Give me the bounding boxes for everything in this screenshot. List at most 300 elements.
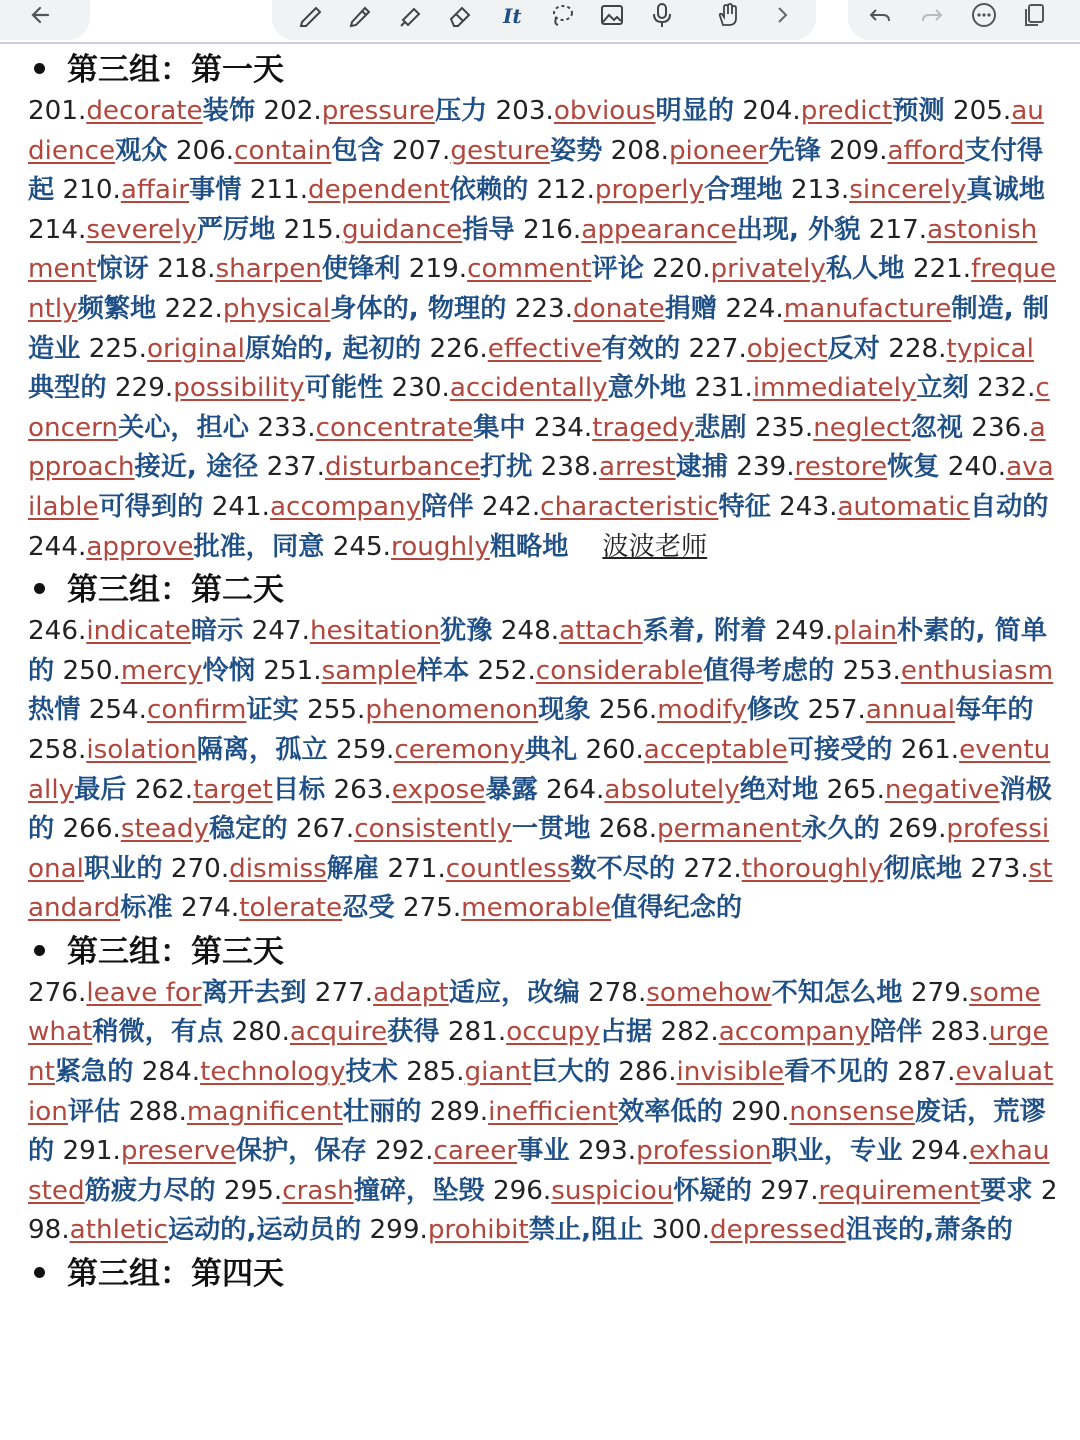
vocab-entry: [89, 334, 421, 364]
english-word[interactable]: approach: [28, 412, 1046, 483]
english-word[interactable]: object: [746, 333, 828, 364]
section-heading: [28, 930, 1058, 974]
english-word[interactable]: considerable: [535, 655, 704, 686]
english-word[interactable]: mercy: [120, 655, 203, 686]
vocab-entry: [336, 735, 577, 765]
vocab-entry: [429, 334, 680, 364]
english-word[interactable]: inefficient: [488, 1096, 619, 1127]
lasso-icon[interactable]: [544, 0, 580, 30]
entry-number: 279.: [910, 977, 970, 1008]
entry-number: 241.: [211, 491, 270, 522]
english-word[interactable]: suspiciou: [551, 1175, 674, 1206]
chinese-meaning: 暗示: [190, 616, 244, 647]
redo-icon[interactable]: [914, 0, 950, 30]
english-word[interactable]: thoroughly: [741, 853, 884, 884]
english-word[interactable]: annual: [865, 695, 956, 726]
entry-number: 218.: [157, 254, 216, 285]
vocab-entry: [588, 978, 903, 1008]
entry-number: 282.: [660, 1017, 719, 1048]
chinese-meaning: 朴素的, 简单的: [28, 616, 1048, 686]
chinese-meaning: 离开去到: [201, 977, 307, 1008]
vocab-entry: [448, 1017, 652, 1047]
entry-number: 217.: [868, 214, 928, 245]
chevron-right-icon[interactable]: [764, 0, 800, 30]
chinese-meaning: 依赖的: [449, 175, 529, 206]
vocab-entry: [171, 854, 379, 884]
entry-number: 266.: [62, 814, 121, 845]
entry-number: 212.: [536, 175, 595, 206]
chinese-meaning: 巨大的: [531, 1057, 610, 1088]
chinese-meaning: 合理地: [704, 175, 783, 206]
english-word[interactable]: enthusiasm: [900, 655, 1054, 686]
vocab-entry: [28, 532, 324, 562]
entry-number: 224.: [725, 293, 784, 324]
english-word[interactable]: immediately: [752, 373, 917, 404]
english-word[interactable]: approve: [86, 531, 194, 562]
bullet-icon: [34, 1267, 45, 1278]
english-word[interactable]: effective: [487, 333, 602, 364]
entry-number: 204.: [742, 96, 801, 126]
english-word[interactable]: arrest: [598, 452, 676, 483]
entry-number: 235.: [754, 412, 814, 443]
english-word[interactable]: roughly: [391, 531, 490, 562]
entry-number: 284.: [141, 1057, 201, 1088]
entry-number: 286.: [618, 1057, 677, 1088]
chinese-meaning: 紧急的: [54, 1057, 134, 1088]
text-tool-icon[interactable]: [494, 0, 530, 30]
english-word[interactable]: sharpen: [215, 254, 322, 285]
chinese-meaning: 撞碎，坠毁: [353, 1175, 485, 1206]
vocab-entry: [578, 1136, 903, 1166]
english-word[interactable]: accompany: [718, 1017, 870, 1048]
english-word[interactable]: consistently: [354, 814, 512, 845]
vocab-entry: [232, 1017, 440, 1047]
chinese-meaning: 最后: [74, 774, 127, 805]
vocab-entry: [28, 96, 255, 126]
english-word[interactable]: sample: [321, 655, 417, 686]
entry-number: 293.: [577, 1136, 637, 1167]
pen-icon[interactable]: [292, 0, 328, 30]
chinese-meaning: 解雇: [326, 853, 380, 884]
entry-number: 220.: [652, 254, 711, 285]
english-word[interactable]: concentrate: [315, 412, 474, 443]
english-word[interactable]: somewhat: [28, 977, 1041, 1048]
vocab-entry: [599, 695, 799, 725]
english-word[interactable]: typical: [946, 333, 1034, 364]
section-heading: [28, 568, 1058, 612]
english-word[interactable]: predict: [800, 96, 893, 126]
chinese-meaning: 逮捕: [675, 452, 728, 483]
chinese-meaning: 忽视: [910, 412, 963, 443]
english-word[interactable]: tolerate: [239, 893, 343, 924]
english-word[interactable]: modify: [657, 695, 747, 726]
english-word[interactable]: original: [147, 333, 245, 364]
english-word[interactable]: preserve: [120, 1136, 236, 1167]
english-word[interactable]: tragedy: [592, 412, 695, 443]
vocab-entry: [683, 854, 962, 884]
english-word[interactable]: pressure: [321, 96, 435, 126]
english-word[interactable]: automatic: [837, 491, 970, 522]
right-actions: [848, 0, 1080, 40]
entry-number: 271.: [387, 853, 446, 884]
entry-number: 291.: [62, 1136, 121, 1167]
english-word[interactable]: donate: [573, 293, 665, 324]
english-word[interactable]: sincerely: [849, 175, 967, 206]
vocab-entry: [28, 978, 306, 1008]
english-word[interactable]: standard: [28, 853, 1053, 924]
microphone-icon[interactable]: [644, 0, 680, 30]
chinese-meaning: 装饰: [202, 96, 256, 126]
vocab-entry: [333, 532, 569, 562]
chinese-meaning: 修改: [746, 695, 800, 726]
english-word[interactable]: adapt: [373, 977, 449, 1008]
vocab-entry: [370, 1215, 644, 1245]
chinese-meaning: 关心，担心: [118, 412, 249, 443]
chinese-meaning: 职业的: [83, 853, 163, 884]
english-word[interactable]: concern: [28, 373, 1050, 443]
english-word[interactable]: acquire: [289, 1017, 388, 1048]
english-word[interactable]: target: [193, 774, 273, 805]
english-word[interactable]: appearance: [581, 214, 737, 245]
vocab-entry: [263, 656, 469, 686]
english-word[interactable]: contain: [234, 135, 332, 166]
chinese-meaning: 有效的: [601, 333, 681, 364]
entry-number: 221.: [912, 254, 972, 285]
chinese-meaning: 指导: [462, 214, 515, 245]
entry-number: 238.: [540, 452, 599, 483]
english-word[interactable]: profession: [636, 1136, 772, 1167]
vocab-entry: [135, 775, 325, 805]
chinese-meaning: 每年的: [955, 695, 1034, 726]
entry-number: 219.: [408, 254, 468, 285]
english-word[interactable]: characteristic: [540, 491, 719, 522]
chinese-meaning: 要求: [980, 1175, 1033, 1206]
vocab-entry: [307, 695, 590, 725]
english-word[interactable]: depressed: [710, 1215, 846, 1246]
english-word[interactable]: accompany: [270, 491, 422, 522]
entry-number: 275.: [402, 893, 462, 924]
english-word[interactable]: somehow: [646, 977, 772, 1008]
english-word[interactable]: nonsense: [789, 1096, 915, 1127]
chinese-meaning: 筋疲力尽的: [84, 1175, 216, 1206]
entry-number: 292.: [375, 1136, 434, 1167]
entry-number: 267.: [295, 814, 355, 845]
english-word[interactable]: leave for: [86, 977, 202, 1008]
entry-number: 255.: [307, 695, 366, 726]
entry-number: 297.: [760, 1175, 819, 1206]
english-word[interactable]: guidance: [341, 214, 463, 245]
chinese-meaning: 目标: [272, 774, 326, 805]
english-word[interactable]: audience: [28, 96, 1044, 166]
entry-number: 207.: [392, 135, 451, 166]
vocab-entry: [523, 215, 861, 245]
english-word[interactable]: expose: [391, 774, 486, 805]
english-word[interactable]: gesture: [450, 135, 550, 166]
vocab-entry: [409, 254, 644, 284]
chinese-meaning: 一贯地: [511, 814, 591, 845]
vocab-entry: [28, 215, 275, 245]
english-word[interactable]: evaluation: [28, 1057, 1054, 1127]
eraser-icon[interactable]: [442, 0, 478, 30]
entry-number: 277.: [314, 977, 374, 1008]
entry-number: 248.: [500, 616, 560, 647]
english-word[interactable]: absolutely: [604, 774, 740, 805]
english-word[interactable]: possibility: [173, 373, 305, 404]
entry-number: 294.: [910, 1136, 970, 1167]
english-word[interactable]: phenomenon: [365, 695, 539, 726]
vocab-entry: [755, 413, 963, 443]
chinese-meaning: 捐赠: [664, 293, 718, 324]
english-word[interactable]: dependent: [308, 175, 450, 206]
english-word[interactable]: attach: [559, 616, 643, 647]
english-word[interactable]: prohibit: [427, 1215, 529, 1246]
english-word[interactable]: restore: [794, 452, 888, 483]
vocab-entry: [375, 1136, 569, 1166]
english-word[interactable]: hesitation: [309, 616, 441, 647]
chinese-meaning: 值得纪念的: [611, 893, 743, 924]
chinese-meaning: 禁止,阻止: [528, 1215, 644, 1246]
vocab-entry: [618, 1057, 889, 1087]
english-word[interactable]: steady: [120, 814, 210, 845]
entry-number: 234.: [533, 412, 593, 443]
entry-number: 229.: [114, 373, 174, 404]
image-icon[interactable]: [594, 0, 630, 30]
chinese-meaning: 运动的,运动员的: [167, 1215, 362, 1246]
chinese-meaning: 姿势: [549, 135, 603, 166]
vocab-entry: [736, 452, 939, 482]
chinese-meaning: 惊讶: [96, 254, 149, 285]
chinese-meaning: 获得: [387, 1017, 440, 1048]
entry-number: 215.: [283, 214, 342, 245]
vocab-entry: [89, 695, 299, 725]
english-word[interactable]: accidentally: [449, 373, 608, 404]
vocab-entry: [224, 1176, 485, 1206]
entry-number: 242.: [481, 491, 541, 522]
english-word[interactable]: athletic: [69, 1215, 168, 1246]
english-word[interactable]: available: [28, 452, 1054, 522]
english-word[interactable]: eventually: [28, 734, 1051, 805]
entry-number: 225.: [88, 333, 148, 364]
entry-number: 227.: [688, 333, 747, 364]
vocab-entry: [263, 96, 487, 126]
english-word[interactable]: negative: [884, 774, 1000, 805]
entry-number: 201.: [28, 96, 87, 126]
undo-icon[interactable]: [862, 0, 898, 30]
entry-number: 269.: [888, 814, 947, 845]
chinese-meaning: 使锋利: [321, 254, 401, 285]
english-word[interactable]: magnificent: [186, 1096, 343, 1127]
chinese-meaning: 支付得起: [28, 135, 1044, 206]
english-word[interactable]: neglect: [813, 412, 911, 443]
chinese-meaning: 典礼: [524, 734, 578, 765]
chinese-meaning: 标准: [120, 893, 173, 924]
vocab-entry: [392, 373, 687, 403]
entry-number: 300.: [651, 1215, 711, 1246]
english-word[interactable]: acceptable: [643, 734, 788, 765]
bullet-icon: [34, 945, 45, 956]
chinese-meaning: 暴露: [485, 774, 538, 805]
english-word[interactable]: physical: [222, 293, 331, 324]
chinese-meaning: 不知怎么地: [771, 977, 903, 1008]
chinese-meaning: 壮丽的: [342, 1096, 422, 1127]
english-word[interactable]: decorate: [86, 96, 203, 126]
english-word[interactable]: ceremony: [394, 734, 525, 765]
english-word[interactable]: crash: [282, 1175, 354, 1206]
english-word[interactable]: technology: [200, 1057, 346, 1088]
chinese-meaning: 事情: [189, 175, 242, 206]
english-word[interactable]: dismiss: [229, 853, 327, 884]
vocab-entry: [129, 1097, 422, 1127]
vocab-entry: [430, 1097, 723, 1127]
english-word[interactable]: confirm: [147, 695, 247, 726]
vocab-entry: [28, 616, 243, 646]
entry-number: 278.: [587, 977, 647, 1008]
english-word[interactable]: career: [433, 1136, 518, 1167]
english-word[interactable]: manufacture: [783, 293, 952, 324]
english-word[interactable]: invisible: [676, 1057, 785, 1088]
english-word[interactable]: isolation: [86, 734, 197, 765]
entry-number: 252.: [477, 655, 536, 686]
chinese-meaning: 陪伴: [869, 1017, 923, 1048]
english-word[interactable]: indicate: [86, 616, 191, 647]
english-word[interactable]: privately: [710, 254, 826, 285]
entry-number: 264.: [546, 774, 605, 805]
entry-number: 244.: [28, 531, 87, 562]
chinese-meaning: 压力: [434, 96, 488, 126]
entry-number: 273.: [970, 853, 1029, 884]
english-word[interactable]: affair: [120, 175, 190, 206]
vocab-entry: [742, 96, 944, 126]
english-word[interactable]: permanent: [657, 814, 802, 845]
english-word[interactable]: astonishment: [28, 214, 1038, 285]
chinese-meaning: 忍受: [342, 893, 395, 924]
chinese-meaning: 私人地: [825, 254, 905, 285]
vocab-entry: [115, 373, 383, 403]
chinese-meaning: 批准，同意: [193, 531, 325, 562]
english-word[interactable]: afford: [887, 135, 965, 166]
entry-number: 254.: [88, 695, 148, 726]
highlighter-icon[interactable]: [392, 0, 428, 30]
entry-number: 209.: [829, 135, 888, 166]
vocab-entry: [28, 735, 328, 765]
vocab-entry: [212, 492, 474, 522]
vocab-entry: [695, 373, 969, 403]
entry-number: 287.: [897, 1057, 956, 1088]
entry-number: 296.: [492, 1175, 552, 1206]
vocab-entry: [63, 814, 288, 844]
english-word[interactable]: severely: [86, 214, 197, 245]
section-title: 第三组：第三天: [67, 933, 284, 970]
vocab-entry: [176, 136, 384, 166]
section-heading: [28, 48, 1058, 92]
chinese-meaning: 粗略地: [489, 531, 569, 562]
english-word[interactable]: pioneer: [668, 135, 769, 166]
english-word[interactable]: requirement: [818, 1175, 981, 1206]
chinese-meaning: 接近, 途径: [134, 452, 259, 483]
svg-text:It: It: [503, 4, 522, 28]
vocab-entry: [652, 254, 904, 284]
chinese-meaning: 可能性: [304, 373, 384, 404]
english-word[interactable]: plain: [833, 616, 897, 647]
entry-number: 298.: [28, 1175, 1058, 1246]
section-title: 第三组：第四天: [67, 1256, 284, 1293]
english-word[interactable]: frequently: [28, 254, 1056, 324]
chinese-meaning: 先锋: [768, 135, 821, 166]
chinese-meaning: 系着, 附着: [642, 616, 767, 647]
chinese-meaning: 恢复: [887, 452, 940, 483]
bullet-icon: [34, 63, 45, 74]
english-word[interactable]: properly: [594, 175, 705, 206]
entry-number: 274.: [180, 893, 240, 924]
vocab-entry: [63, 656, 255, 686]
pencil-icon[interactable]: [342, 0, 378, 30]
english-word[interactable]: comment: [467, 254, 592, 285]
english-word[interactable]: giant: [464, 1057, 532, 1088]
english-word[interactable]: occupy: [506, 1017, 600, 1048]
english-word[interactable]: urgent: [28, 1017, 1049, 1088]
english-word[interactable]: exhausted: [28, 1136, 1050, 1206]
entry-number: 236.: [971, 412, 1030, 443]
vocab-entry: [157, 254, 400, 284]
note-content: [28, 48, 1058, 1296]
vocab-entry: [387, 854, 675, 884]
chinese-meaning: 适应，改编: [448, 977, 580, 1008]
entry-number: 231.: [694, 373, 753, 404]
english-word[interactable]: countless: [445, 853, 571, 884]
entry-number: 210.: [62, 175, 121, 206]
pages-icon[interactable]: [1016, 0, 1052, 30]
chinese-meaning: 消极的: [28, 774, 1052, 845]
entry-number: 288.: [128, 1096, 187, 1127]
english-word[interactable]: memorable: [461, 893, 612, 924]
entry-number: 268.: [598, 814, 658, 845]
entry-number: 281.: [447, 1017, 507, 1048]
chinese-meaning: 预测: [892, 96, 945, 126]
chinese-meaning: 证实: [246, 695, 299, 726]
entry-number: 247.: [251, 616, 310, 647]
english-word[interactable]: obvious: [553, 96, 656, 126]
entry-number: 263.: [333, 774, 392, 805]
section-title: 第三组：第二天: [67, 572, 284, 609]
arrow-left-icon[interactable]: [24, 0, 60, 30]
vocab-entry: [779, 492, 1048, 522]
chinese-meaning: 看不见的: [784, 1057, 889, 1088]
chinese-meaning: 包含: [331, 135, 384, 166]
chinese-meaning: 犹豫: [440, 616, 493, 647]
hand-icon[interactable]: [710, 0, 746, 30]
english-word[interactable]: professional: [28, 814, 1050, 884]
entry-number: 272.: [683, 853, 742, 884]
vocab-entry: [534, 413, 747, 443]
vocab-entry: [541, 452, 728, 482]
chinese-meaning: 稍微，有点: [92, 1017, 224, 1048]
vocab-entry: [333, 775, 537, 805]
chinese-meaning: 悲剧: [694, 412, 747, 443]
entry-number: 249.: [774, 616, 834, 647]
chinese-meaning: 事业: [517, 1136, 570, 1167]
vocab-entry: [515, 294, 717, 324]
vocab-entry: [250, 175, 529, 205]
entry-number: 285.: [406, 1057, 465, 1088]
entry-number: 253.: [842, 655, 901, 686]
vocab-entry: [493, 1176, 752, 1206]
entry-number: 257.: [807, 695, 866, 726]
more-icon[interactable]: [966, 0, 1002, 30]
entry-number: 206.: [175, 135, 235, 166]
vocab-entry: [315, 978, 580, 1008]
english-word[interactable]: disturbance: [324, 452, 480, 483]
entry-number: 295.: [223, 1175, 283, 1206]
